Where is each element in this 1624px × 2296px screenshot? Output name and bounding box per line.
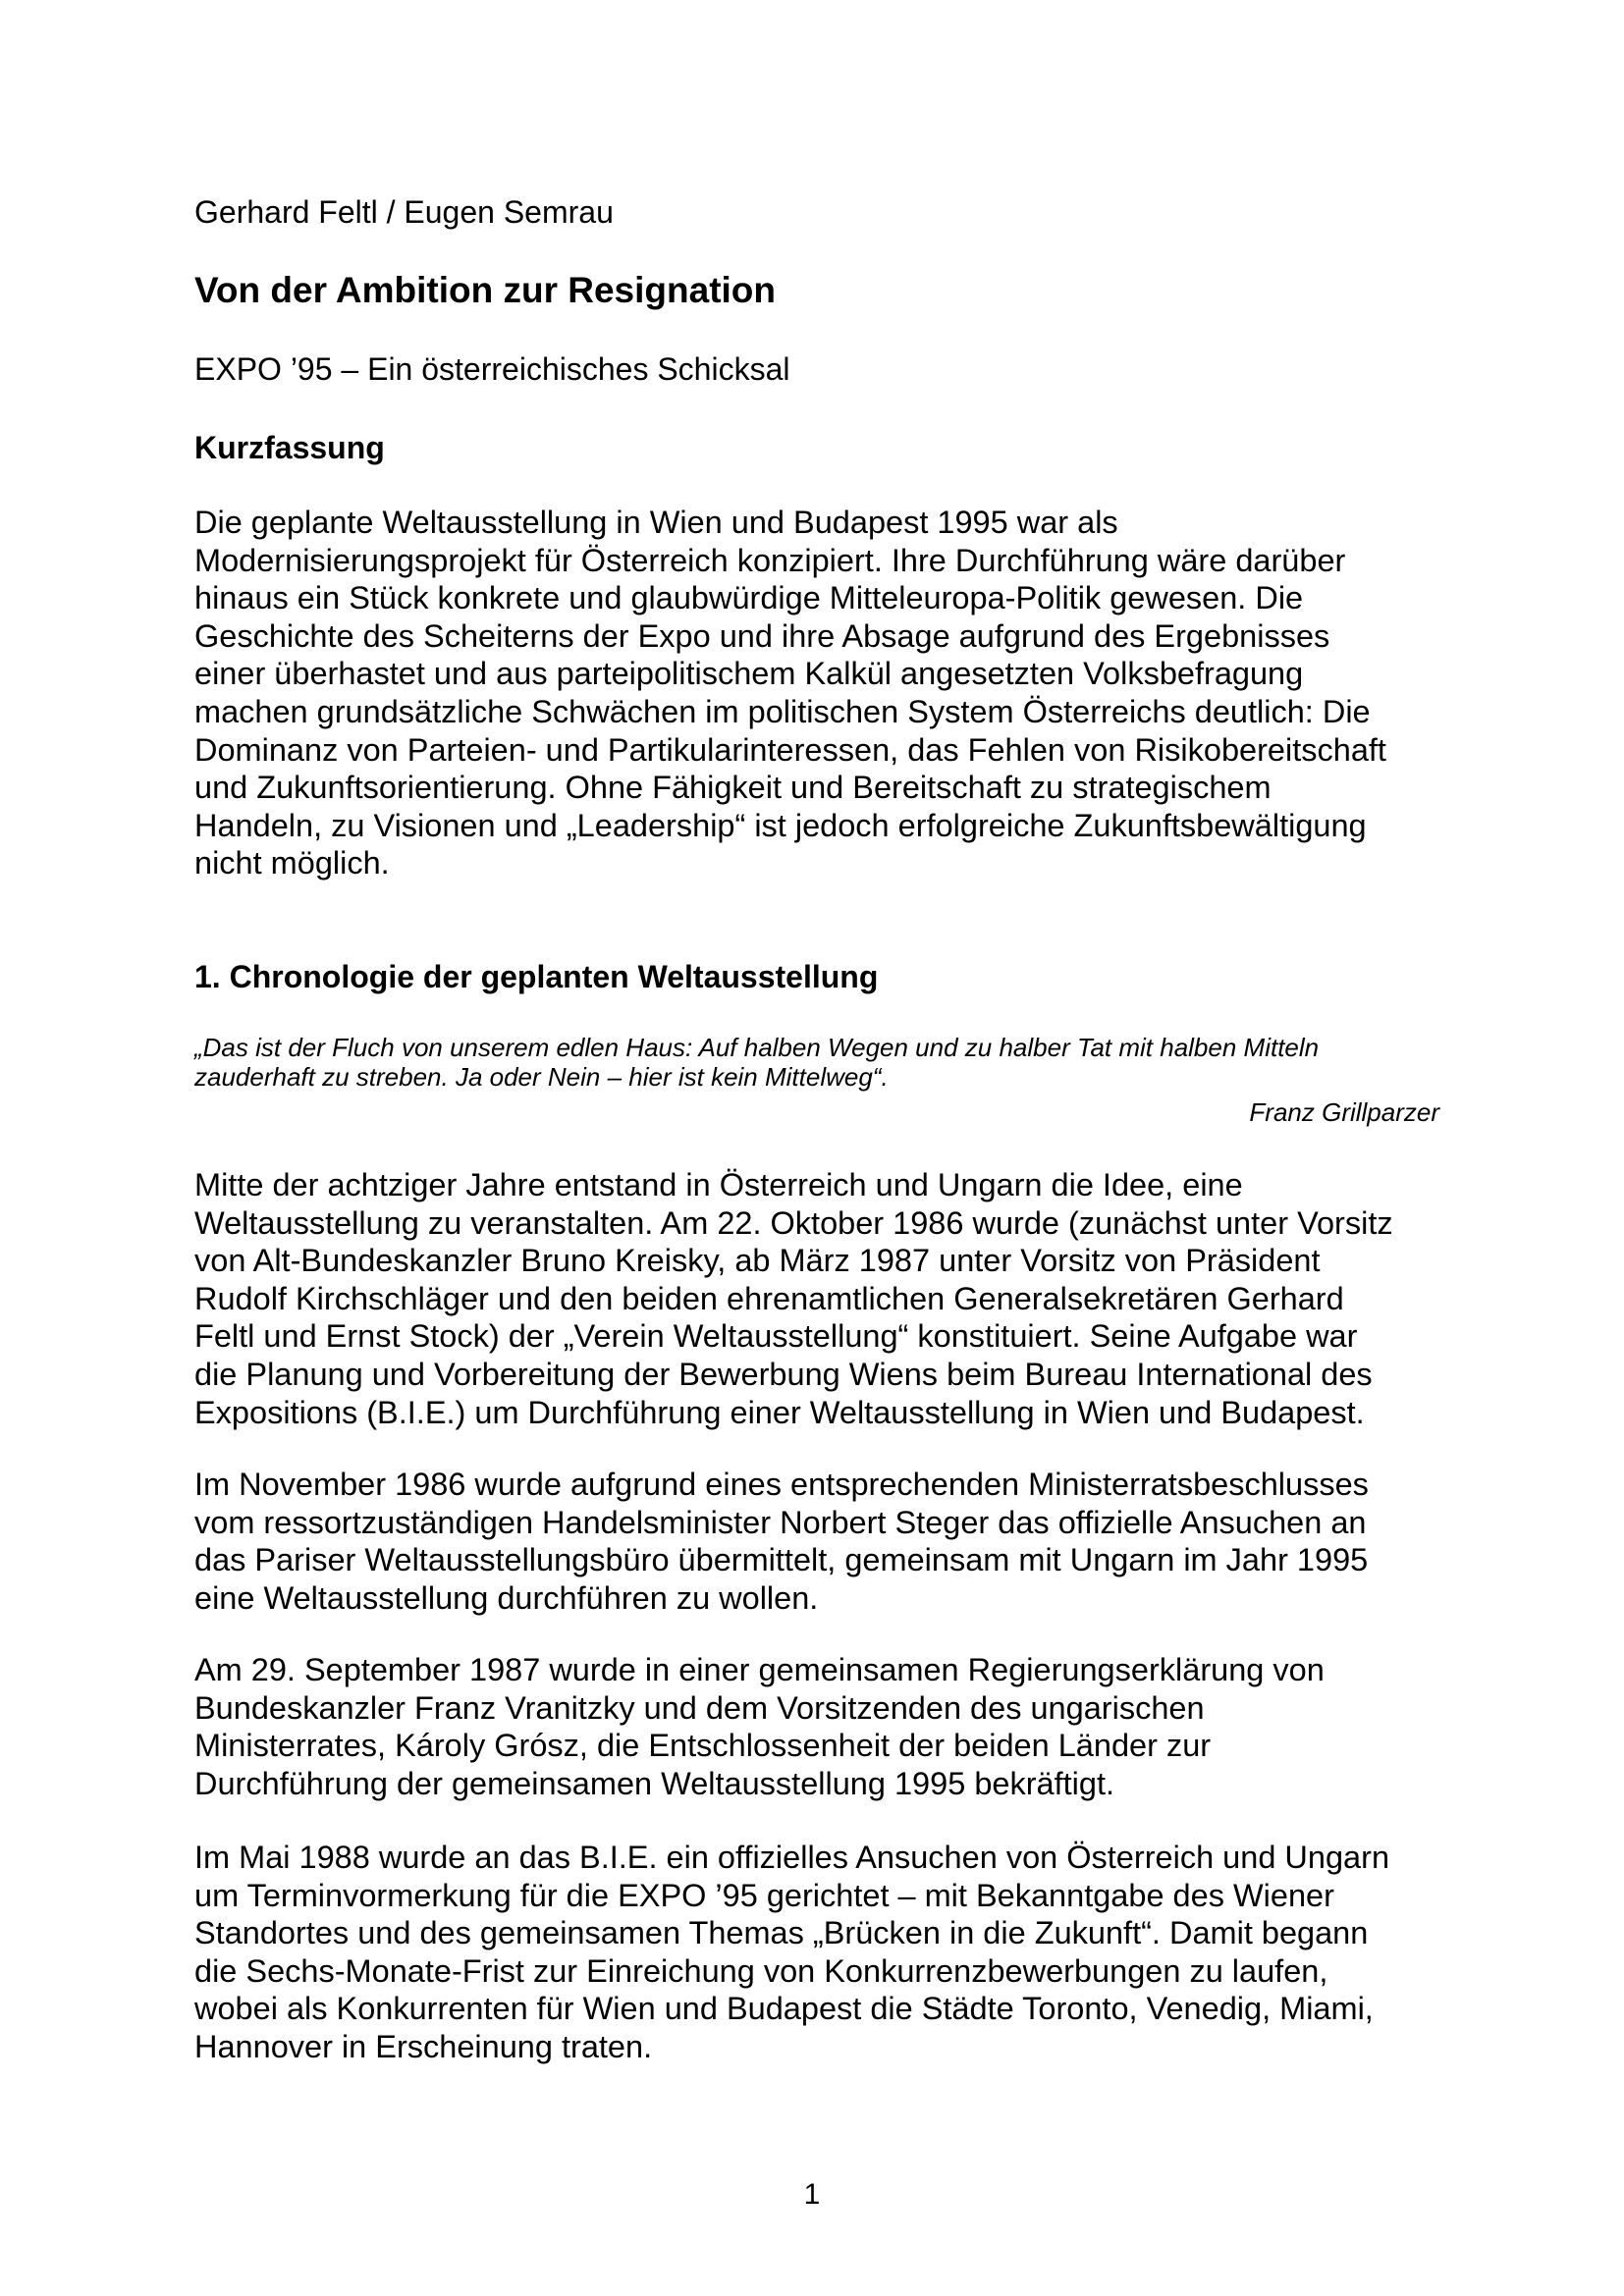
text-line: hinaus ein Stück konkrete und glaubwürdige Mitteleuropa-Politik gewesen. Die — [194, 580, 1304, 616]
text-line: Bundeskanzler Franz Vranitzky und dem Vorsitzenden des ungarischen — [194, 1689, 1205, 1726]
text-line: Expositions (B.I.E.) um Durchführung einer Weltausstellung in Wien und Budapest. — [194, 1394, 1365, 1430]
body-paragraph — [194, 1651, 1441, 1802]
text-line: um Terminvormerkung für die EXPO ’95 gerichtet – mit Bekanntgabe des Wiener — [194, 1877, 1334, 1913]
text-line: wobei als Konkurrenten für Wien und Budapest die Städte Toronto, Venedig, Miami, — [194, 1991, 1374, 2027]
text-line: nicht möglich. — [194, 845, 390, 881]
text-line: Weltausstellung zu veranstalten. Am 22. Oktober 1986 wurde (zunächst unter Vorsitz — [194, 1204, 1393, 1241]
text-line: Durchführung der gemeinsamen Weltausstellung 1995 bekräftigt. — [194, 1765, 1115, 1801]
document-title: Von der Ambition zur Resignation — [194, 270, 776, 310]
text-line: einer überhastet und aus parteipolitischem Kalkül angesetzten Volksbefragung — [194, 656, 1304, 692]
body-paragraph — [194, 1166, 1441, 1431]
text-line: von Alt-Bundeskanzler Bruno Kreisky, ab März 1987 unter Vorsitz von Präsident — [194, 1243, 1321, 1279]
summary-heading: Kurzfassung — [194, 430, 385, 465]
quote-line: „Das ist der Fluch von unserem edlen Haus: Auf halben Wegen und zu halber Tat mit halben Mitteln — [194, 1033, 1320, 1062]
text-line: Standortes und des gemeinsamen Themas „Brücken in die Zukunft“. Damit begann — [194, 1915, 1369, 1951]
body-paragraph — [194, 1839, 1441, 2066]
text-line: Mitte der achtziger Jahre entstand in Österreich und Ungarn die Idee, eine — [194, 1167, 1243, 1202]
text-line: Handeln, zu Visionen und „Leadership“ ist jedoch erfolgreiche Zukunftsbewältigung — [194, 807, 1367, 843]
text-line: Feltl und Ernst Stock) der „Verein Weltausstellung“ konstituiert. Seine Aufgabe war — [194, 1318, 1358, 1355]
section-heading: 1. Chronologie der geplanten Weltausstellung — [194, 959, 879, 994]
text-line: Hannover in Erscheinung traten. — [194, 2028, 653, 2064]
text-line: Die geplante Weltausstellung in Wien und Budapest 1995 war als — [194, 505, 1118, 540]
abstract-paragraph — [194, 504, 1441, 882]
body-paragraph — [194, 1466, 1441, 1617]
text-line: Dominanz von Parteien- und Partikularinteressen, das Fehlen von Risikobereitschaft — [194, 731, 1386, 768]
text-line: eine Weltausstellung durchführen zu wollen. — [194, 1579, 819, 1616]
text-line: Modernisierungsprojekt für Österreich konzipiert. Ihre Durchführung wäre darüber — [194, 542, 1346, 578]
text-line: die Planung und Vorbereitung der Bewerbung Wiens beim Bureau International des — [194, 1356, 1373, 1392]
text-line: und Zukunftsorientierung. Ohne Fähigkeit und Bereitschaft zu strategischem — [194, 770, 1272, 806]
text-line: das Pariser Weltausstellungsbüro übermittelt, gemeinsam mit Ungarn im Jahr 1995 — [194, 1542, 1369, 1578]
text-line: die Sechs-Monate-Frist zur Einreichung von Konkurrenzbewerbungen zu laufen, — [194, 1952, 1328, 1989]
text-line: Rudolf Kirchschläger und den beiden ehrenamtlichen Generalsekretären Gerhard — [194, 1280, 1344, 1316]
text-line: Im November 1986 wurde aufgrund eines entsprechenden Ministerratsbeschlusses — [194, 1467, 1369, 1502]
epigraph-quote — [194, 1034, 1441, 1092]
text-line: Im Mai 1988 wurde an das B.I.E. ein offizielles Ansuchen von Österreich und Ungarn — [194, 1840, 1390, 1875]
page-number: 1 — [803, 2178, 821, 2211]
text-line: Ministerrates, Károly Grósz, die Entschlossenheit der beiden Länder zur — [194, 1728, 1212, 1764]
quote-line: zauderhaft zu streben. Ja oder Nein – hier ist kein Mittelweg“. — [194, 1061, 889, 1092]
text-line: machen grundsätzliche Schwächen im politischen System Österreichs deutlich: Die — [194, 693, 1371, 729]
authors-line: Gerhard Feltl / Eugen Semrau — [194, 194, 614, 230]
text-line: vom ressortzuständigen Handelsminister Norbert Steger das offizielle Ansuchen an — [194, 1504, 1367, 1540]
text-line: Geschichte des Scheiterns der Expo und ihre Absage aufgrund des Ergebnisses — [194, 617, 1330, 654]
text-line: Am 29. September 1987 wurde in einer gemeinsamen Regierungserklärung von — [194, 1652, 1325, 1687]
document-subtitle: EXPO ’95 – Ein österreichisches Schicksal — [194, 351, 790, 387]
quote-author: Franz Grillparzer — [1249, 1097, 1439, 1127]
